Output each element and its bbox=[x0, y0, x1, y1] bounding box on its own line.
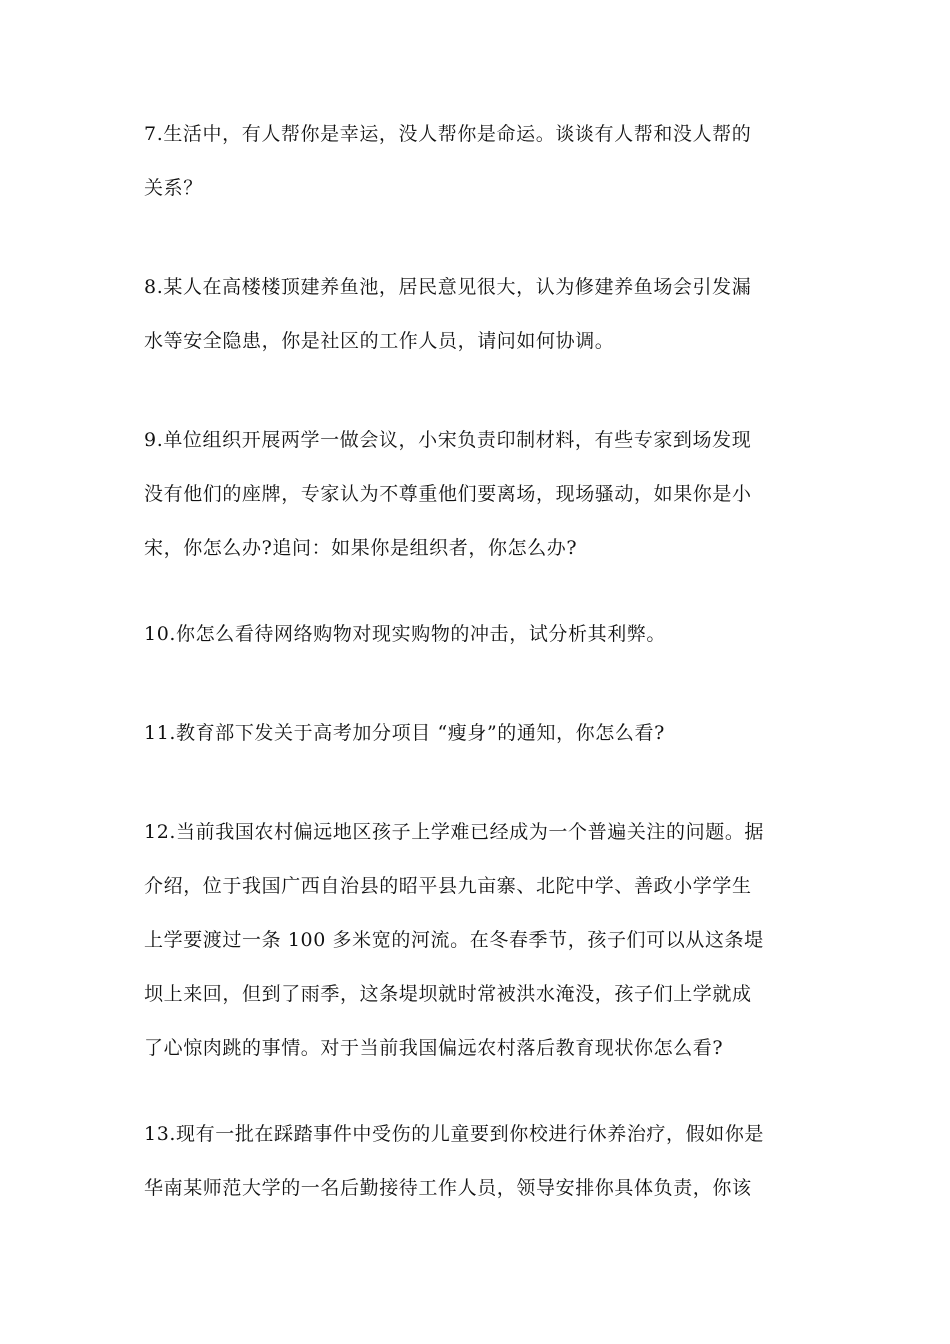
text-line: 没有他们的座牌，专家认为不尊重他们要离场，现场骚动，如果你是小 bbox=[144, 483, 752, 505]
text-line: 7.生活中，有人帮你是幸运，没人帮你是命运。谈谈有人帮和没人帮的 bbox=[144, 123, 752, 145]
question-7 bbox=[144, 107, 814, 215]
question-12 bbox=[144, 805, 814, 1075]
text-line: 13.现有一批在踩踏事件中受伤的儿童要到你校进行休养治疗，假如你是 bbox=[144, 1123, 765, 1145]
text-line: 华南某师范大学的一名后勤接待工作人员，领导安排你具体负责，你该 bbox=[144, 1177, 752, 1199]
text-line: 介绍，位于我国广西自治县的昭平县九亩寨、北陀中学、善政小学学生 bbox=[144, 875, 752, 897]
text-line: 上学要渡过一条 100 多米宽的河流。在冬春季节，孩子们可以从这条堤 bbox=[144, 929, 764, 951]
question-11 bbox=[144, 706, 814, 760]
question-13 bbox=[144, 1107, 814, 1215]
text-line: 10.你怎么看待网络购物对现实购物的冲击，试分析其利弊。 bbox=[144, 623, 667, 645]
question-9 bbox=[144, 413, 814, 575]
question-10 bbox=[144, 607, 814, 661]
question-8 bbox=[144, 260, 814, 368]
text-line: 9.单位组织开展两学一做会议，小宋负责印制材料，有些专家到场发现 bbox=[144, 429, 752, 451]
text-line: 了心惊肉跳的事情。对于当前我国偏远农村落后教育现状你怎么看? bbox=[144, 1037, 724, 1059]
text-line: 11.教育部下发关于高考加分项目 “瘦身”的通知，你怎么看? bbox=[144, 722, 665, 744]
text-line: 关系？ bbox=[144, 177, 203, 199]
text-line: 宋，你怎么办?追问：如果你是组织者，你怎么办? bbox=[144, 537, 578, 559]
text-line: 水等安全隐患，你是社区的工作人员，请问如何协调。 bbox=[144, 330, 615, 352]
text-line: 坝上来回，但到了雨季，这条堤坝就时常被洪水淹没，孩子们上学就成 bbox=[144, 983, 752, 1005]
text-line: 8.某人在高楼楼顶建养鱼池，居民意见很大，认为修建养鱼场会引发漏 bbox=[144, 276, 752, 298]
text-line: 12.当前我国农村偏远地区孩子上学难已经成为一个普遍关注的问题。据 bbox=[144, 821, 765, 843]
